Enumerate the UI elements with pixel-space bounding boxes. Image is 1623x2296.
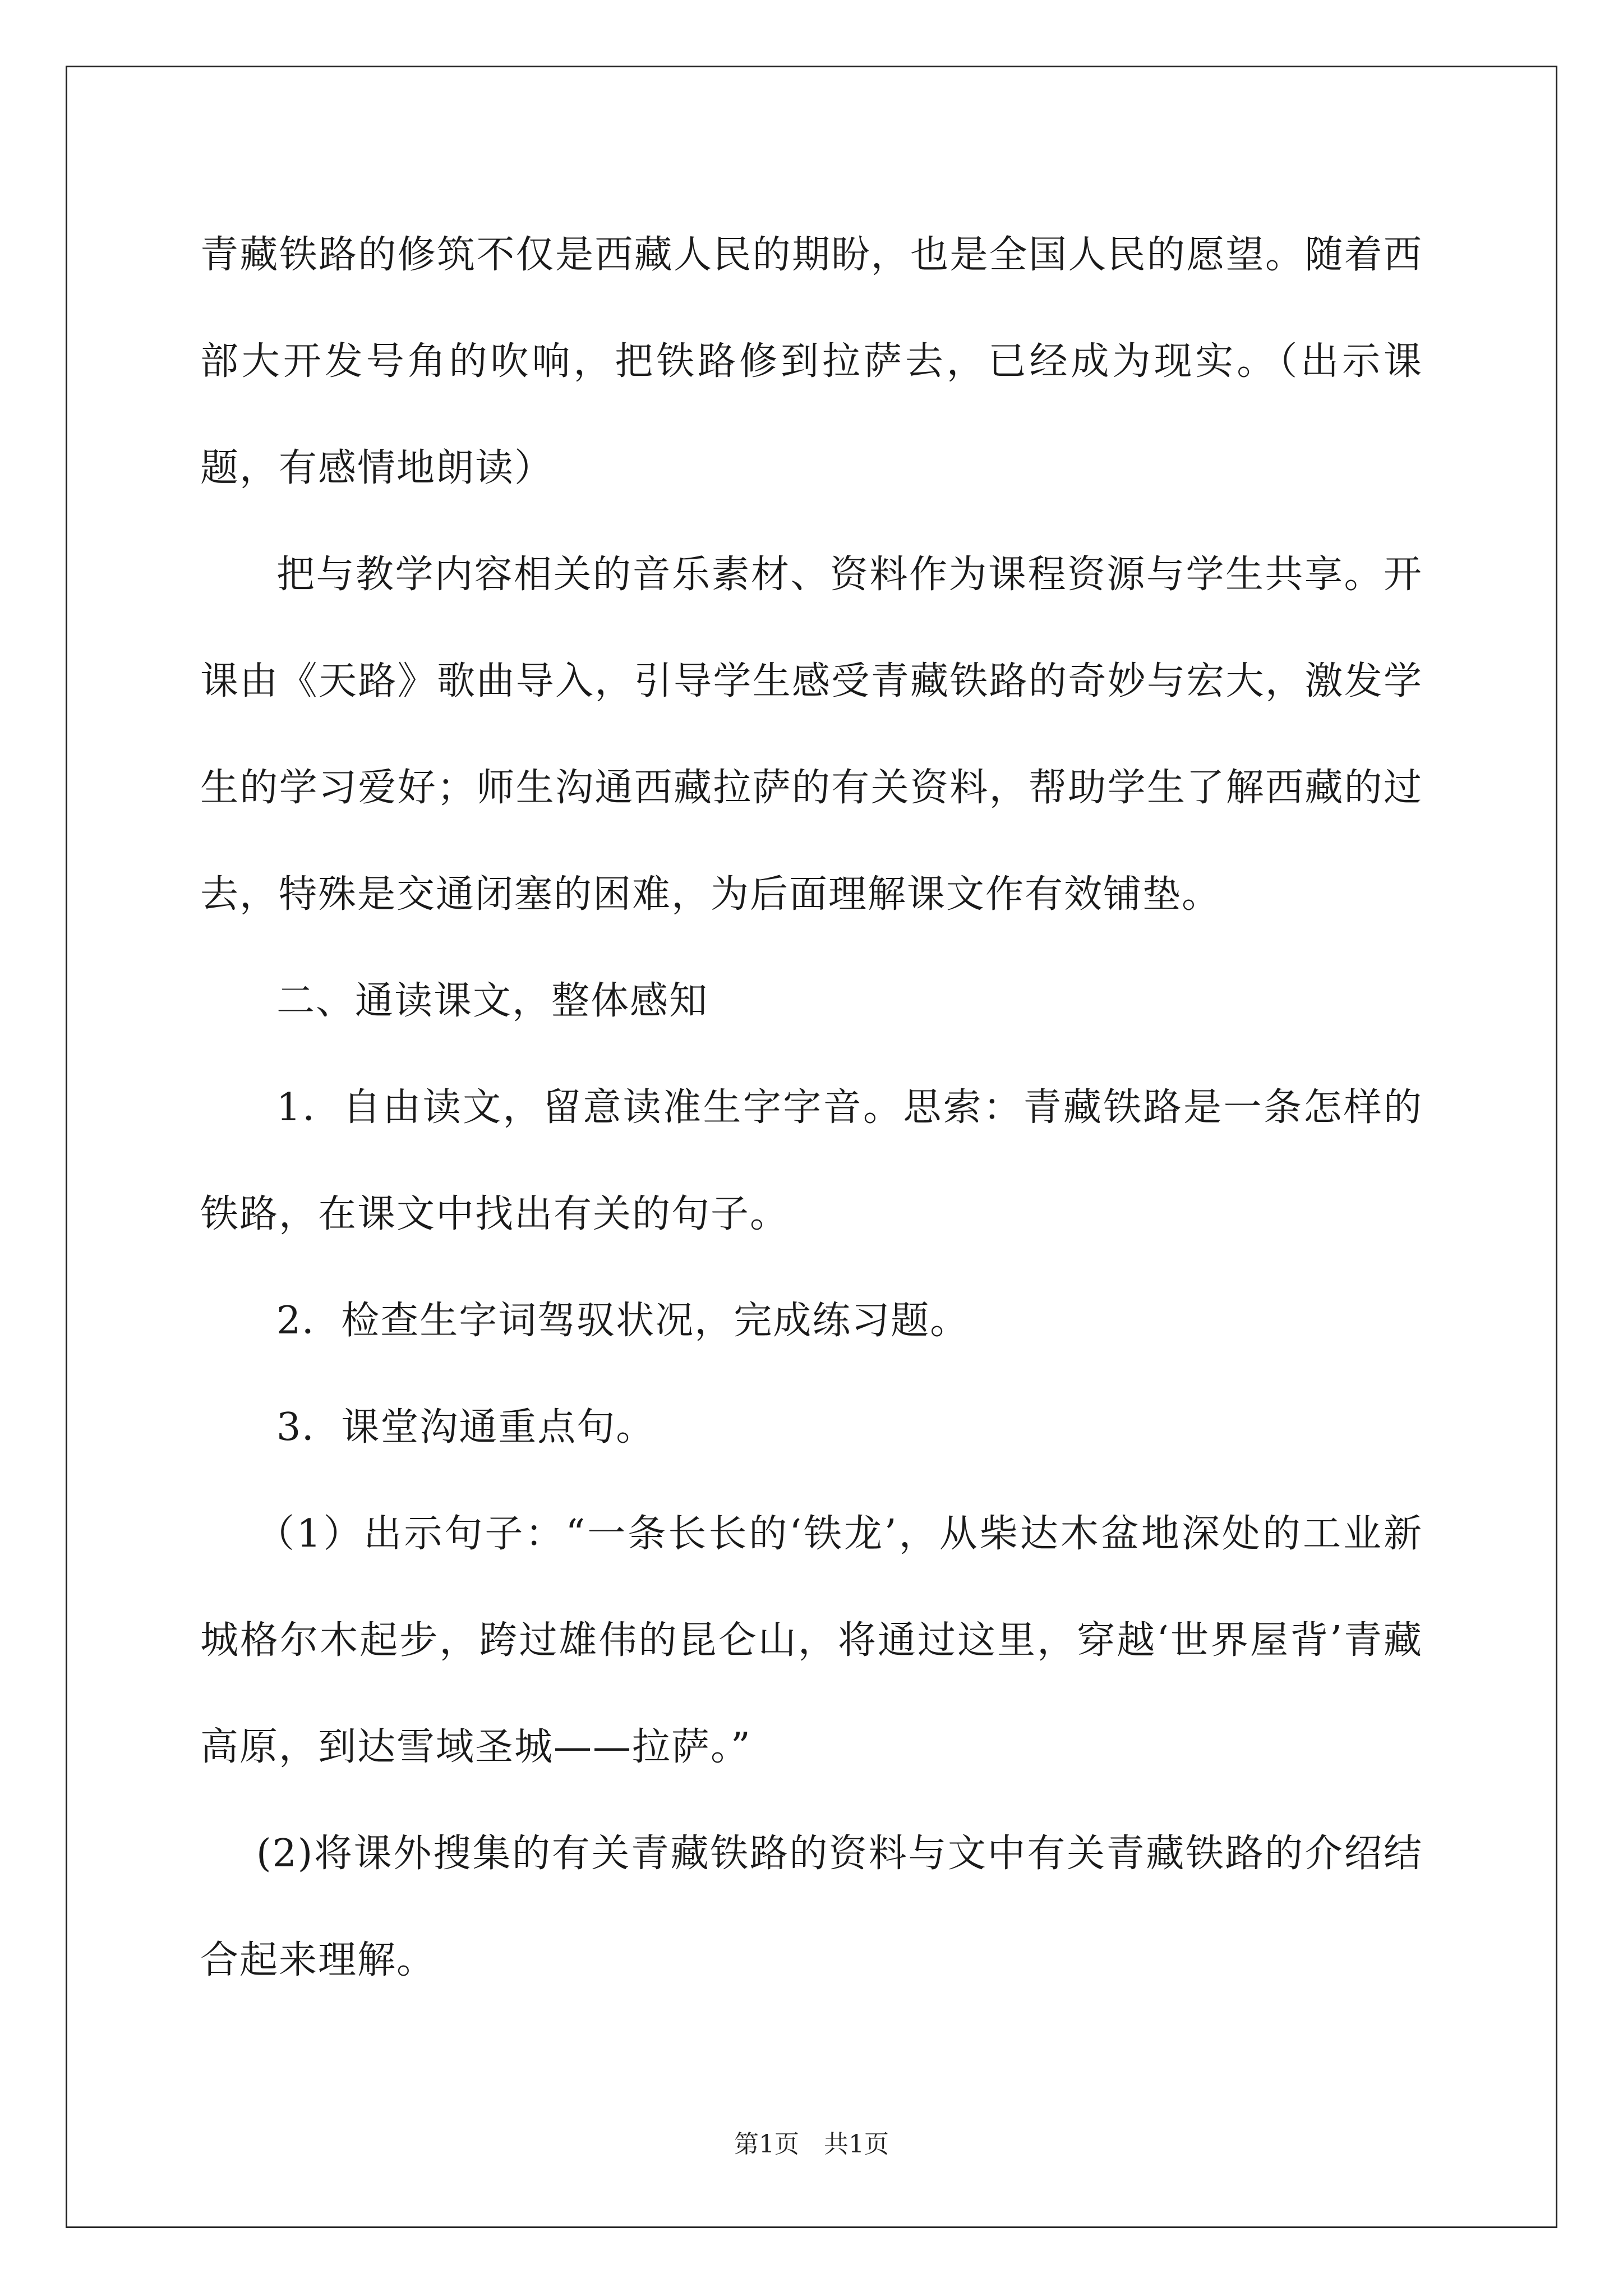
sub-item-1: （1）出示句子：“一条长长的‘铁龙’，从柴达木盆地深处的工业新城格尔木起步，跨过雄伟的昆仑山，将通过这里，穿越‘世界屋背’青藏高原，到达雪域圣城——拉萨。” — [200, 1512, 1423, 1769]
list-item-1: 1．自由读文，留意读准生字字音。思索：青藏铁路是一条怎样的铁路，在课文中找出有关的句子。 — [200, 1085, 1423, 1236]
paragraph-intro: 青藏铁路的修筑不仅是西藏人民的期盼，也是全国人民的愿望。随着西部大开发号角的吹响，把铁路修到拉萨去，已经成为现实。（出示课题，有感情地朗读） — [200, 233, 1423, 490]
paragraph-resources: 把与教学内容相关的音乐素材、资料作为课程资源与学生共享。开课由《天路》歌曲导入，引导学生感受青藏铁路的奇妙与宏大，激发学生的学习爱好；师生沟通西藏拉萨的有关资料，帮助学生了解西藏的过去，特殊是交通闭塞的困难，为后面理解课文作有效铺垫。 — [200, 553, 1423, 917]
list-item-3: 3．课堂沟通重点句。 — [276, 1405, 656, 1450]
page-number-footer: 第1页 共1页 — [734, 2130, 889, 2159]
sub-item-2: (2)将课外搜集的有关青藏铁路的资料与文中有关青藏铁路的介绍结合起来理解。 — [200, 1832, 1423, 1982]
document-body — [200, 202, 1423, 2014]
list-item-2: 2．检查生字词驾驭状况，完成练习题。 — [276, 1299, 970, 1343]
section-heading-2: 二、通读课文，整体感知 — [276, 979, 709, 1023]
